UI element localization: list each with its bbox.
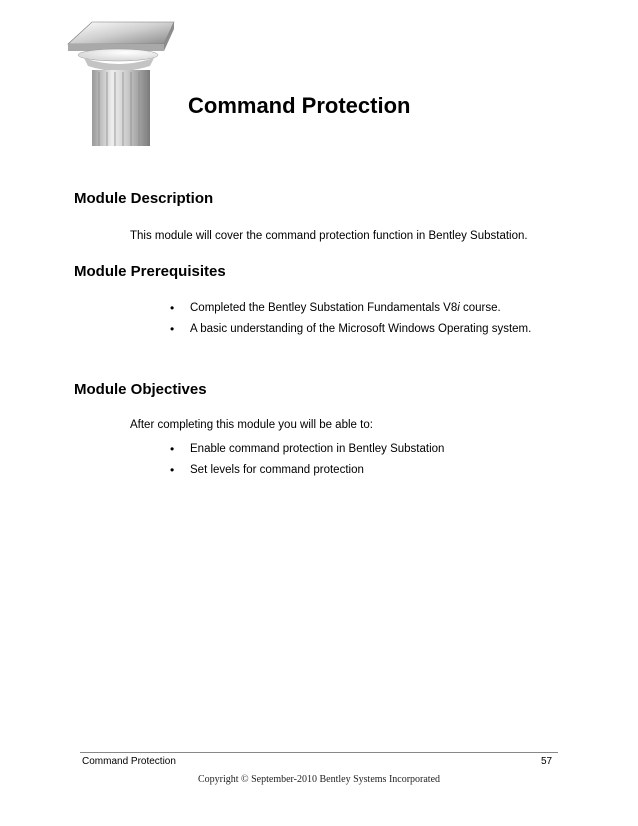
page-title: Command Protection — [188, 93, 411, 118]
list-item: • Enable command protection in Bentley Substation — [170, 442, 444, 463]
prerequisites-list — [170, 301, 531, 343]
description-heading: Module Description — [74, 190, 214, 207]
copyright-notice: Copyright © September-2010 Bentley Systems Incorporated — [197, 774, 441, 785]
page-number: 57 — [541, 756, 553, 767]
list-item: • A basic understanding of the Microsoft Windows Operating system. — [170, 322, 531, 343]
objectives-list — [170, 442, 444, 484]
prerequisites-heading: Module Prerequisites — [74, 263, 226, 280]
pillar-icon — [64, 18, 182, 146]
description-text: This module will cover the command protection function in Bentley Substation. — [130, 230, 528, 242]
objectives-intro: After completing this module you will be able to: — [130, 419, 373, 431]
objectives-heading: Module Objectives — [74, 381, 207, 398]
footer-divider — [80, 752, 558, 753]
list-item: • Completed the Bentley Substation Fundamentals V8i course. — [170, 301, 531, 322]
footer-title: Command Protection — [82, 756, 176, 767]
list-item: • Set levels for command protection — [170, 463, 444, 484]
